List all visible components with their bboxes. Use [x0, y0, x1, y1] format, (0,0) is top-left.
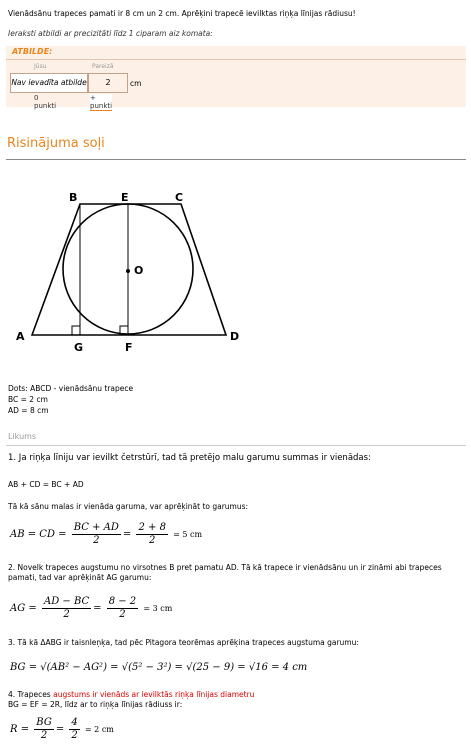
step-1-text: 1. Ja riņķa līniju var ievilkt četrstūrī, tad tā pretējo malu garumu summas ir vienādas:: [8, 453, 371, 463]
col-your-answer: Jūsu: [34, 63, 47, 70]
label-C: C: [175, 191, 184, 204]
denominator: 2: [119, 609, 126, 620]
step-4-prefix: 4. Trapeces: [8, 690, 54, 699]
title-divider: [6, 159, 466, 160]
points-user: 0 punkti: [34, 94, 57, 110]
task-line-2: Ieraksti atbildi ar precizitāti līdz 1 ciparam aiz komata:: [8, 29, 213, 38]
numerator: BC + AD: [73, 522, 119, 533]
answer-header: [6, 46, 466, 60]
label-G: G: [74, 341, 84, 354]
formula-result: = 2 cm: [84, 725, 114, 734]
answer-header-label: ATBILDE:: [12, 47, 53, 56]
trapezoid-figure: [0, 180, 471, 365]
denominator: 2: [63, 609, 70, 620]
col-correct-answer: Pareizā: [92, 63, 114, 70]
given-line-3: AD = 8 cm: [8, 406, 49, 415]
label-O: O: [134, 264, 144, 277]
numerator: AD − BC: [43, 596, 90, 607]
fraction: [136, 522, 167, 547]
step-2-formula: AG = $\frac{AD - BC}{2}$ = $\frac{8 - 2}{2}$ = 3 cm: [10, 596, 173, 620]
step-4-highlight: augstums ir vienāds ar ievilktās riņķa līnijas diametru: [53, 690, 255, 699]
numerator: 4: [71, 717, 78, 728]
center-point: [126, 269, 130, 273]
denominator: 2: [40, 730, 48, 741]
answer-unit: cm: [130, 79, 142, 88]
numerator: 2 + 8: [138, 522, 166, 533]
step-4-formula: R = $\frac{BG}{2}$ = $\frac{4}{2}$ = 2 cm: [10, 717, 114, 741]
step-2-text: 2. Novelk trapeces augstumu no virsotnes B pret pamatu AD. Tā kā trapece ir vienādsānu un ir zināmi abi trapeces pamati, tad var aprēķināt AG garumu:: [8, 563, 442, 582]
fraction: [69, 717, 79, 742]
numerator: 8 − 2: [108, 596, 137, 607]
likums-divider: [6, 445, 466, 446]
correct-answer-value: 2: [88, 73, 128, 93]
step-4-explanation: BG = EF = 2R, līdz ar to riņķa līnijas rādiuss ir:: [8, 700, 183, 709]
answer-input-field[interactable]: Nav ievadīta atbilde: [10, 73, 88, 93]
denominator: 2: [71, 730, 78, 741]
formula-lhs: AB = CD =: [10, 529, 67, 540]
step-3-formula: BG = √(AB² − AG²) = √(5² − 3²) = √(25 − 9) = √16 = 4 cm: [10, 662, 308, 673]
fraction: [42, 596, 91, 621]
fraction: [107, 596, 138, 621]
label-B: B: [69, 191, 78, 204]
fraction: [34, 717, 54, 742]
label-E: E: [121, 191, 129, 204]
fraction: [72, 522, 121, 547]
numerator: BG: [36, 717, 52, 728]
step-1-explanation: Tā kā sānu malas ir vienāda garuma, var aprēķināt to garumus:: [8, 502, 249, 511]
denominator: 2: [149, 535, 156, 546]
right-angle-G: [72, 326, 80, 335]
formula-result: = 3 cm: [143, 604, 173, 613]
given-line-2: BC = 2 cm: [8, 395, 48, 404]
likums-heading: Likums: [8, 432, 37, 441]
step-1-formula: AB = CD = $\frac{BC + AD}{2}$ = $\frac{2 + 8}{2}$ = 5 cm: [10, 522, 203, 546]
given-line-1: Dots: ABCD - vienādsānu trapece: [8, 384, 134, 393]
formula-lhs: R =: [10, 724, 30, 735]
label-F: F: [125, 341, 133, 354]
label-A: A: [16, 330, 25, 343]
step-3-text: 3. Tā kā ΔABG ir taisnleņķa, tad pēc Pitagora teorēmas aprēķina trapeces augstuma garumu:: [8, 638, 359, 647]
task-line-1: Vienādsānu trapeces pamati ir 8 cm un 2 cm. Aprēķini trapecē ievilktas riņķa līnijas rādiusu!: [8, 9, 356, 18]
solution-title: Risinājuma soļi: [7, 136, 105, 151]
points-correct: + punkti: [90, 94, 113, 110]
formula-lhs: AG =: [10, 603, 37, 614]
step-4-text: [8, 690, 254, 700]
formula-result: = 5 cm: [173, 530, 203, 539]
denominator: 2: [93, 535, 100, 546]
label-D: D: [230, 330, 240, 343]
step-1-equation: AB + CD = BC + AD: [8, 480, 84, 489]
